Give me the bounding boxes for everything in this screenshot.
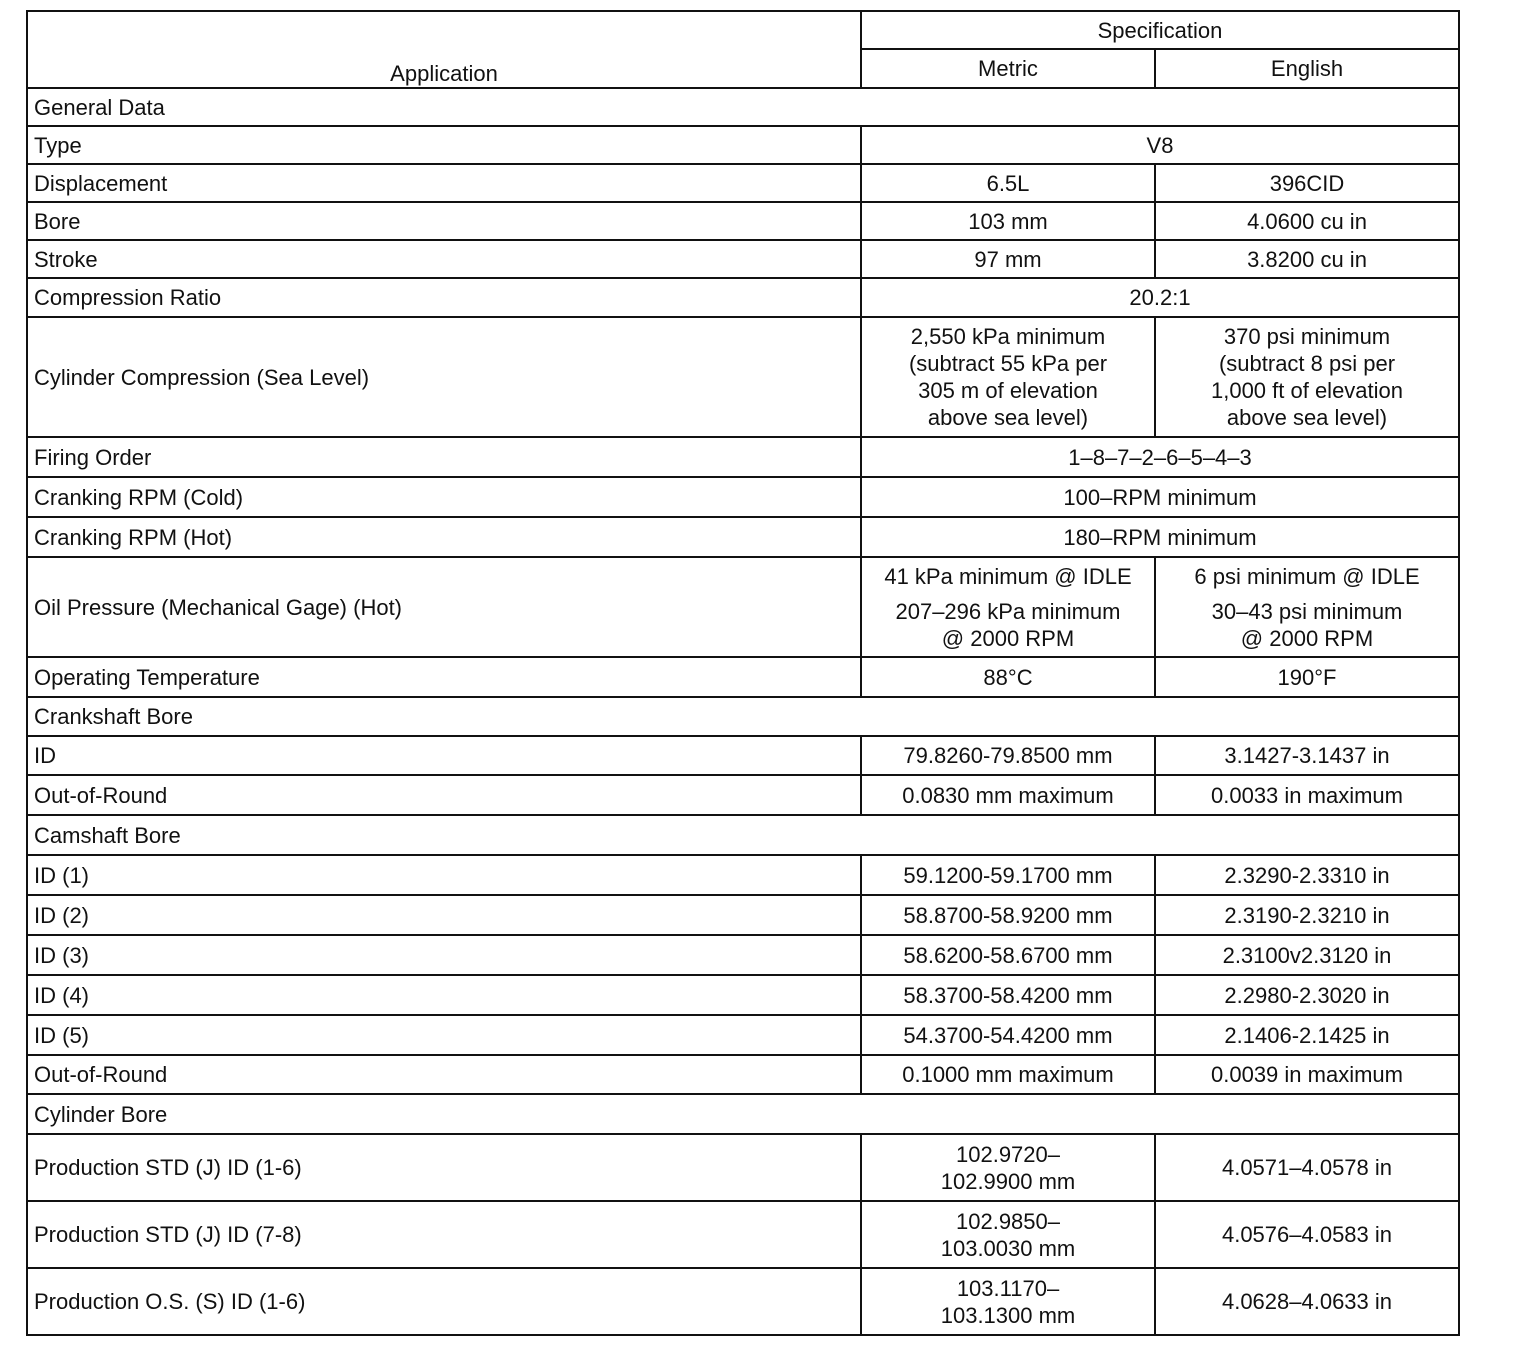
english-value: 4.0576–4.0583 in xyxy=(1155,1201,1459,1268)
row-label: Production O.S. (S) ID (1-6) xyxy=(27,1268,861,1335)
value-line: (subtract 8 psi per xyxy=(1218,351,1396,376)
table-row xyxy=(27,1268,1459,1335)
row-label: ID xyxy=(27,736,861,775)
table-row xyxy=(27,1134,1459,1201)
table-row xyxy=(27,240,1459,278)
metric-value: 79.8260-79.8500 mm xyxy=(861,736,1155,775)
table-row xyxy=(27,557,1459,657)
row-label: Bore xyxy=(27,202,861,240)
english-value: 4.0571–4.0578 in xyxy=(1155,1134,1459,1201)
section-title-crankshaft: Crankshaft Bore xyxy=(27,697,1459,736)
value-line: 370 psi minimum xyxy=(1223,324,1391,349)
metric-value xyxy=(861,317,1155,437)
metric-value: 103 mm xyxy=(861,202,1155,240)
english-value: 4.0628–4.0633 in xyxy=(1155,1268,1459,1335)
header-metric: Metric xyxy=(861,49,1155,88)
english-value: 2.3190-2.3210 in xyxy=(1155,895,1459,935)
english-value: 4.0600 cu in xyxy=(1155,202,1459,240)
metric-value: 0.0830 mm maximum xyxy=(861,775,1155,815)
section-row xyxy=(27,1094,1459,1134)
value-line: 103.0030 mm xyxy=(940,1235,1076,1261)
row-label: Firing Order xyxy=(27,437,861,477)
value-line: 305 m of elevation xyxy=(918,378,1098,403)
value-line: above sea level) xyxy=(1226,405,1388,430)
english-value: 0.0033 in maximum xyxy=(1155,775,1459,815)
metric-value: 88°C xyxy=(861,657,1155,697)
value-line: 103.1170– xyxy=(956,1275,1060,1301)
row-label: Out-of-Round xyxy=(27,1055,861,1094)
table-row xyxy=(27,1015,1459,1055)
english-value: 2.3290-2.3310 in xyxy=(1155,855,1459,895)
table-row xyxy=(27,657,1459,697)
table-row xyxy=(27,855,1459,895)
value-line: @ 2000 RPM xyxy=(1240,625,1374,651)
english-value: 0.0039 in maximum xyxy=(1155,1055,1459,1094)
value-line: @ 2000 RPM xyxy=(941,625,1075,651)
metric-value xyxy=(861,1268,1155,1335)
section-row xyxy=(27,697,1459,736)
specification-table xyxy=(26,10,1460,1336)
row-label: Production STD (J) ID (7-8) xyxy=(27,1201,861,1268)
row-value: 180–RPM minimum xyxy=(861,517,1459,557)
table-row xyxy=(27,278,1459,317)
english-value: 2.1406-2.1425 in xyxy=(1155,1015,1459,1055)
metric-value: 0.1000 mm maximum xyxy=(861,1055,1155,1094)
english-value: 2.3100v2.3120 in xyxy=(1155,935,1459,975)
table-row xyxy=(27,975,1459,1015)
header-application: Application xyxy=(27,11,861,88)
table-row xyxy=(27,164,1459,202)
header-english: English xyxy=(1155,49,1459,88)
row-label: ID (3) xyxy=(27,935,861,975)
row-label: Type xyxy=(27,126,861,164)
metric-value: 97 mm xyxy=(861,240,1155,278)
row-value: V8 xyxy=(861,126,1459,164)
row-label: Stroke xyxy=(27,240,861,278)
value-line: 6 psi minimum @ IDLE xyxy=(1194,563,1420,589)
line-gap xyxy=(868,590,1148,598)
line-gap xyxy=(1162,590,1452,598)
section-row xyxy=(27,815,1459,855)
value-line: 103.1300 mm xyxy=(940,1302,1076,1328)
metric-value xyxy=(861,557,1155,657)
value-line: 30–43 psi minimum xyxy=(1211,598,1403,624)
row-label: Operating Temperature xyxy=(27,657,861,697)
table-row xyxy=(27,895,1459,935)
row-value: 1–8–7–2–6–5–4–3 xyxy=(861,437,1459,477)
value-line: above sea level) xyxy=(927,405,1089,430)
row-label: ID (2) xyxy=(27,895,861,935)
metric-value xyxy=(861,1134,1155,1201)
value-line: 207–296 kPa minimum xyxy=(895,598,1121,624)
english-value xyxy=(1155,557,1459,657)
metric-value xyxy=(861,1201,1155,1268)
table-row xyxy=(27,477,1459,517)
metric-value: 58.8700-58.9200 mm xyxy=(861,895,1155,935)
value-line: 2,550 kPa minimum xyxy=(910,324,1106,349)
row-value: 20.2:1 xyxy=(861,278,1459,317)
row-label: Cranking RPM (Hot) xyxy=(27,517,861,557)
table-row xyxy=(27,202,1459,240)
section-title-cylinder: Cylinder Bore xyxy=(27,1094,1459,1134)
row-label: Cranking RPM (Cold) xyxy=(27,477,861,517)
row-label: ID (1) xyxy=(27,855,861,895)
metric-value: 58.6200-58.6700 mm xyxy=(861,935,1155,975)
metric-value: 54.3700-54.4200 mm xyxy=(861,1015,1155,1055)
table-row xyxy=(27,126,1459,164)
english-value: 3.1427-3.1437 in xyxy=(1155,736,1459,775)
metric-value: 58.3700-58.4200 mm xyxy=(861,975,1155,1015)
english-value: 396CID xyxy=(1155,164,1459,202)
row-label: ID (5) xyxy=(27,1015,861,1055)
table-row xyxy=(27,775,1459,815)
table-row xyxy=(27,1055,1459,1094)
section-row xyxy=(27,88,1459,126)
row-label: Out-of-Round xyxy=(27,775,861,815)
value-line: 102.9850– xyxy=(956,1208,1060,1234)
section-title-general: General Data xyxy=(27,88,1459,126)
table-row xyxy=(27,736,1459,775)
table-row xyxy=(27,437,1459,477)
row-label: Displacement xyxy=(27,164,861,202)
value-line: 41 kPa minimum @ IDLE xyxy=(884,563,1132,589)
table-row xyxy=(27,1201,1459,1268)
row-label: Production STD (J) ID (1-6) xyxy=(27,1134,861,1201)
english-value xyxy=(1155,317,1459,437)
metric-value: 59.1200-59.1700 mm xyxy=(861,855,1155,895)
table-row xyxy=(27,935,1459,975)
row-label: Oil Pressure (Mechanical Gage) (Hot) xyxy=(27,557,861,657)
value-line: 102.9900 mm xyxy=(940,1168,1076,1194)
section-title-camshaft: Camshaft Bore xyxy=(27,815,1459,855)
row-label: ID (4) xyxy=(27,975,861,1015)
row-label: Cylinder Compression (Sea Level) xyxy=(27,317,861,437)
english-value: 190°F xyxy=(1155,657,1459,697)
english-value: 2.2980-2.3020 in xyxy=(1155,975,1459,1015)
metric-value: 6.5L xyxy=(861,164,1155,202)
row-label: Compression Ratio xyxy=(27,278,861,317)
value-line: 102.9720– xyxy=(956,1141,1060,1167)
value-line: 1,000 ft of elevation xyxy=(1210,378,1404,403)
table-row xyxy=(27,517,1459,557)
row-value: 100–RPM minimum xyxy=(861,477,1459,517)
header-specification: Specification xyxy=(861,11,1459,49)
table-row xyxy=(27,317,1459,437)
english-value: 3.8200 cu in xyxy=(1155,240,1459,278)
value-line: (subtract 55 kPa per xyxy=(908,351,1108,376)
